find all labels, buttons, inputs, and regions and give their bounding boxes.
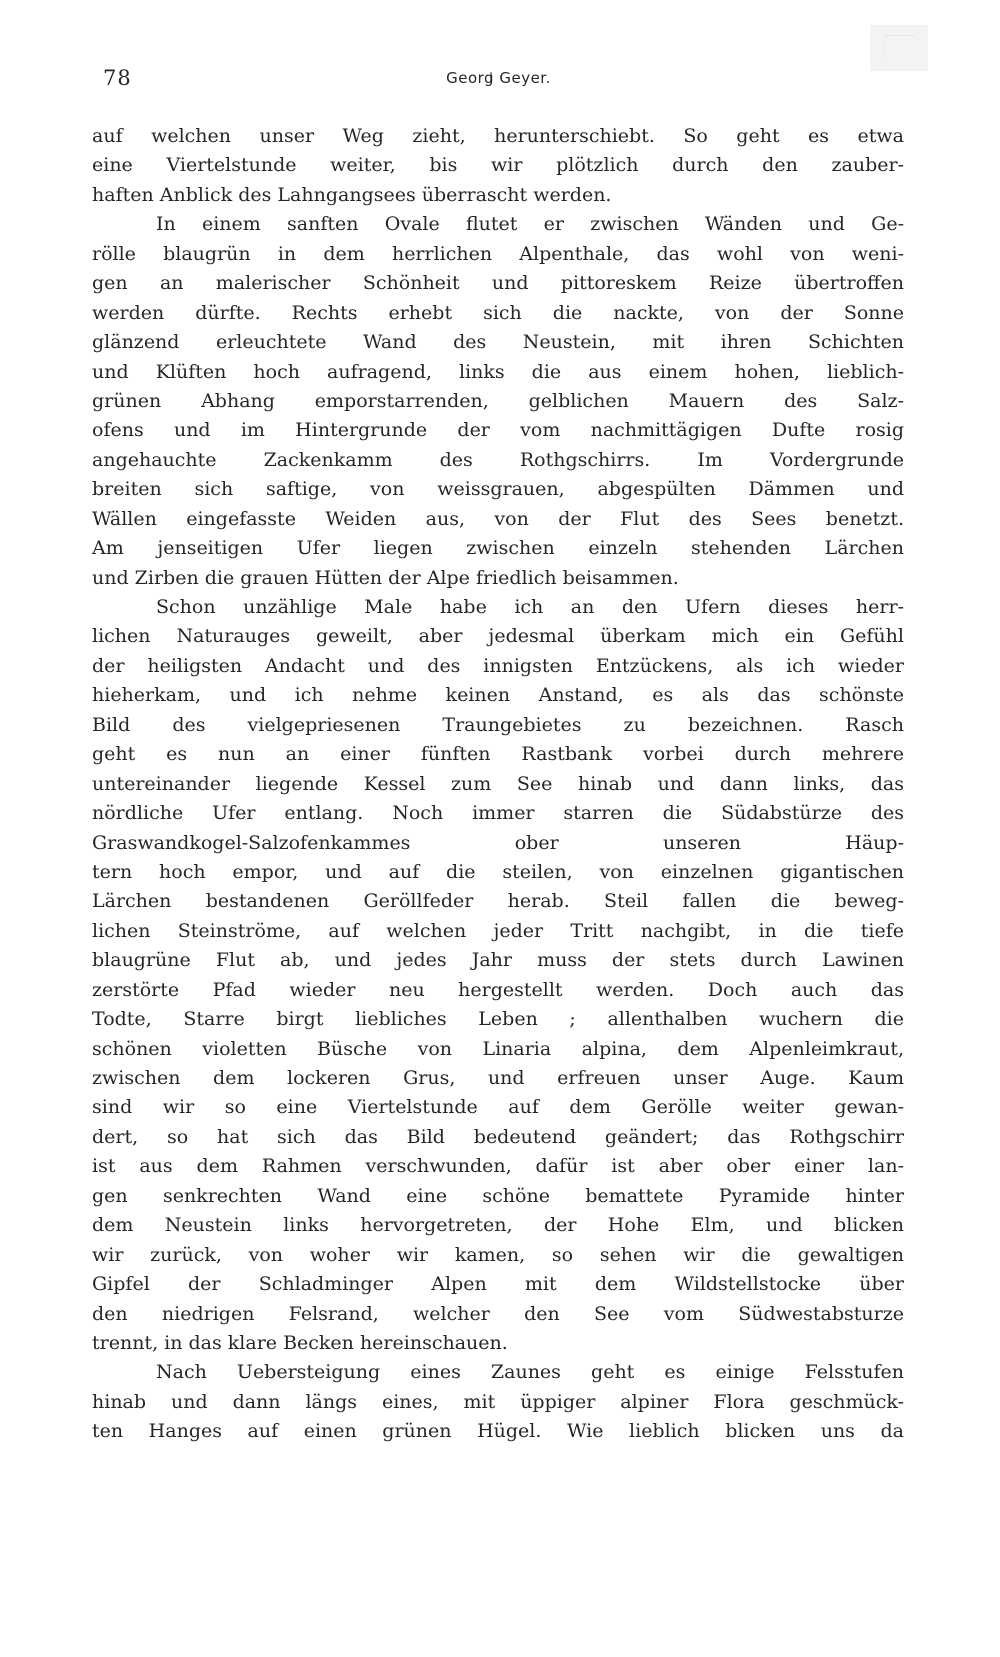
text-line: glänzend erleuchtete Wand des Neustein, mit ihren Schichten bbox=[92, 331, 904, 354]
body-text bbox=[92, 122, 904, 1447]
running-head: Georg Geyer. bbox=[446, 69, 551, 87]
text-line: Gipfel der Schladminger Alpen mit dem Wildstellstocke über bbox=[92, 1273, 904, 1296]
text-line: werden dürfte. Rechts erhebt sich die nackte, von der Sonne bbox=[92, 301, 904, 324]
text-line: schönen violetten Büsche von Linaria alpina, dem Alpenleimkraut, bbox=[92, 1037, 904, 1060]
text-line: gen senkrechten Wand eine schöne bemattete Pyramide hinter bbox=[92, 1184, 904, 1207]
text-line: untereinander liegende Kessel zum See hinab und dann links, das bbox=[92, 772, 904, 795]
text-line: gen an malerischer Schönheit und pittoreskem Reize übertroffen bbox=[92, 272, 904, 295]
text-line: zerstörte Pfad wieder neu hergestellt werden. Doch auch das bbox=[92, 978, 904, 1001]
text-line: dem Neustein links hervorgetreten, der Hohe Elm, und blicken bbox=[92, 1214, 904, 1237]
text-line: Nach Uebersteigung eines Zaunes geht es einige Felsstufen bbox=[156, 1361, 904, 1384]
text-line: ist aus dem Rahmen verschwunden, dafür ist aber ober einer lan- bbox=[92, 1155, 904, 1178]
text-line: hieherkam, und ich nehme keinen Anstand, es als das schönste bbox=[92, 684, 904, 707]
text-line: Wällen eingefasste Weiden aus, von der Flut des Sees benetzt. bbox=[92, 507, 904, 530]
text-line: hinab und dann längs eines, mit üppiger alpiner Flora geschmück- bbox=[92, 1390, 904, 1413]
text-line: Graswandkogel-Salzofenkammes ober unseren Häup- bbox=[92, 831, 904, 854]
text-line: Bild des vielgepriesenen Traungebietes zu bezeichnen. Rasch bbox=[92, 713, 904, 736]
text-line: den niedrigen Felsrand, welcher den See vom Südwestabsturze bbox=[92, 1302, 904, 1325]
text-line: und Zirben die grauen Hütten der Alpe friedlich beisammen. bbox=[92, 566, 679, 589]
text-line: dert, so hat sich das Bild bedeutend geändert; das Rothgschirr bbox=[92, 1125, 904, 1148]
text-line: Am jenseitigen Ufer liegen zwischen einzeln stehenden Lärchen bbox=[92, 537, 904, 560]
text-line: lichen Steinströme, auf welchen jeder Tritt nachgibt, in die tiefe bbox=[92, 919, 904, 942]
text-line: Lärchen bestandenen Geröllfeder herab. Steil fallen die beweg- bbox=[92, 890, 904, 913]
text-line: In einem sanften Ovale flutet er zwischen Wänden und Ge- bbox=[156, 213, 904, 236]
text-line: ten Hanges auf einen grünen Hügel. Wie lieblich blicken uns da bbox=[92, 1420, 904, 1443]
text-line: auf welchen unser Weg zieht, herunterschiebt. So geht es etwa bbox=[92, 125, 904, 147]
text-line: zwischen dem lockeren Grus, und erfreuen unser Auge. Kaum bbox=[92, 1067, 904, 1089]
page-header bbox=[95, 66, 902, 98]
text-line: trennt, in das klare Becken hereinschauen. bbox=[92, 1331, 508, 1354]
text-line: nördliche Ufer entlang. Noch immer starren die Südabstürze des bbox=[92, 802, 904, 825]
text-line: Todte, Starre birgt liebliches Leben ; allenthalben wuchern die bbox=[92, 1008, 904, 1031]
text-line: geht es nun an einer fünften Rastbank vorbei durch mehrere bbox=[92, 743, 904, 766]
text-line: Schon unzählige Male habe ich an den Ufern dieses herr- bbox=[156, 596, 904, 618]
text-line: lichen Naturauges geweilt, aber jedesmal überkam mich ein Gefühl bbox=[92, 625, 904, 648]
text-line: rölle blaugrün in dem herrlichen Alpenthale, das wohl von weni- bbox=[92, 242, 904, 265]
text-line: grünen Abhang emporstarrenden, gelblichen Mauern des Salz- bbox=[92, 389, 904, 412]
text-line: und Klüften hoch aufragend, links die aus einem hohen, lieblich- bbox=[92, 360, 904, 383]
text-line: angehauchte Zackenkamm des Rothgschirrs. Im Vordergrunde bbox=[92, 448, 904, 471]
text-line: sind wir so eine Viertelstunde auf dem Gerölle weiter gewan- bbox=[92, 1096, 904, 1119]
text-line: eine Viertelstunde weiter, bis wir plötzlich durch den zauber- bbox=[92, 154, 904, 177]
text-line: wir zurück, von woher wir kamen, so sehen wir die gewaltigen bbox=[92, 1243, 904, 1266]
text-line: ofens und im Hintergrunde der vom nachmittägigen Dufte rosig bbox=[92, 419, 904, 442]
text-line: der heiligsten Andacht und des innigsten Entzückens, als ich wieder bbox=[92, 654, 904, 677]
text-line: tern hoch empor, und auf die steilen, von einzelnen gigantischen bbox=[92, 860, 904, 883]
paper-discoloration bbox=[870, 25, 928, 71]
text-line: blaugrüne Flut ab, und jedes Jahr muss der stets durch Lawinen bbox=[92, 949, 904, 972]
paper-discoloration-detail bbox=[884, 35, 915, 60]
text-line: haften Anblick des Lahngangsees überrascht werden. bbox=[92, 183, 612, 206]
page-number: 78 bbox=[103, 66, 132, 90]
text-line: breiten sich saftige, von weissgrauen, abgespülten Dämmen und bbox=[92, 478, 904, 501]
